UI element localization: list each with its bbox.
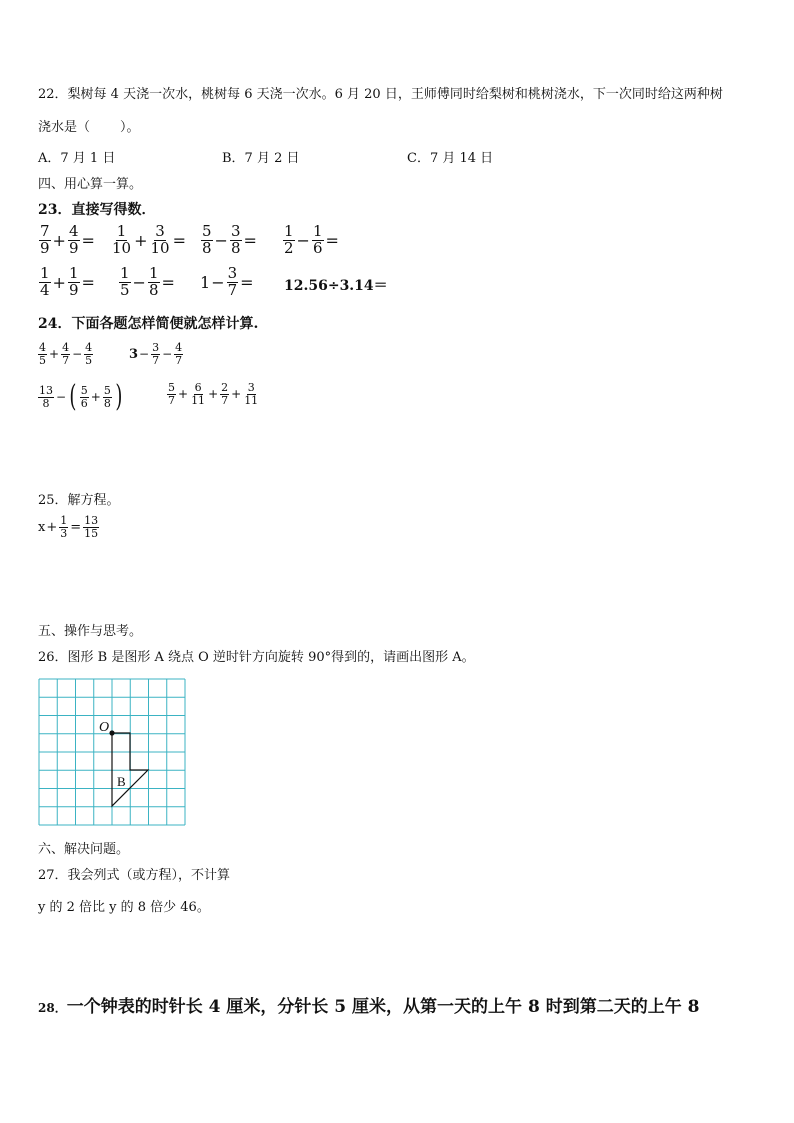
q24-expr-1: $\frac{4}{5}$ + $\frac{4}{7}$ − $\frac{4}{5}$ [39, 341, 93, 367]
q25-equation: x + $\frac{1}{3}$ = $\frac{13}{15}$ [38, 514, 99, 540]
section6-heading: 六、解决问题。 [38, 842, 130, 857]
q22-line2-pre: 浇水是（ [38, 120, 91, 135]
q24-expr-4: $\frac{5}{7}$ + $\frac{6}{11}$ + $\frac{2}{7}$ + $\frac{3}{11}$ [168, 381, 259, 407]
rotation-grid[interactable] [38, 678, 188, 828]
q26-title: 26．图形 B 是图形 A 绕点 O 逆时针方向旋转 90°得到的，请画出图形 A。 [38, 650, 475, 665]
q23-expr-1: $\frac{7}{9}$ + $\frac{4}{9}$ = [40, 222, 95, 257]
q22-line2-post: ）。 [120, 120, 140, 135]
point-o-label: O [99, 720, 110, 735]
q28-line [38, 992, 699, 1017]
q28-number: 28． [38, 1001, 67, 1015]
q23-expr-3: $\frac{5}{8}$ − $\frac{3}{8}$ = [202, 222, 257, 257]
section5-heading: 五、操作与思考。 [38, 624, 143, 639]
q24-expr-2: 3 − $\frac{3}{7}$ − $\frac{4}{7}$ [129, 341, 183, 367]
q22-option-a[interactable]: A．7 月 1 日 [38, 151, 116, 166]
q23-expr-8: 12.56÷3.14＝ [284, 278, 388, 294]
q22-line1: 22．梨树每 4 天浇一次水，桃树每 6 天浇一次水。6 月 20 日，王师傅同时给梨树和桃树浇水，下一次同时给这两种树 [38, 87, 723, 102]
q27-title: 27．我会列式（或方程），不计算 [38, 868, 231, 883]
shape-b-label: B [117, 774, 126, 789]
q24-title: 24．下面各题怎样简便就怎样计算. [38, 316, 259, 332]
q22-line2 [38, 116, 140, 135]
point-o [109, 730, 114, 735]
q23-expr-7: 1 − $\frac{3}{7}$ = [200, 264, 254, 299]
q23-title: 23．直接写得数． [38, 202, 156, 218]
q23-expr-6: $\frac{1}{5}$ − $\frac{1}{8}$ = [120, 264, 175, 299]
q22-option-c[interactable]: C．7 月 14 日 [407, 151, 494, 166]
section4-heading: 四、用心算一算。 [38, 177, 143, 192]
q27-body: y 的 2 倍比 y 的 8 倍少 46。 [38, 900, 210, 915]
q25-title: 25．解方程。 [38, 493, 120, 508]
q23-expr-2: $\frac{1}{10}$ + $\frac{3}{10}$ = [112, 222, 186, 257]
q22-option-b[interactable]: B．7 月 2 日 [222, 151, 300, 166]
q24-expr-3: $\frac{13}{8}$ − ( $\frac{5}{6}$ + $\frac{5}{8}$ ) [39, 379, 123, 414]
q23-expr-5: $\frac{1}{4}$ + $\frac{1}{9}$ = [40, 264, 95, 299]
q23-expr-4: $\frac{1}{2}$ − $\frac{1}{6}$ = [284, 222, 339, 257]
q28-text: 一个钟表的时针长 4 厘米，分针长 5 厘米，从第一天的上午 8 时到第二天的上午 8 [66, 997, 700, 1017]
